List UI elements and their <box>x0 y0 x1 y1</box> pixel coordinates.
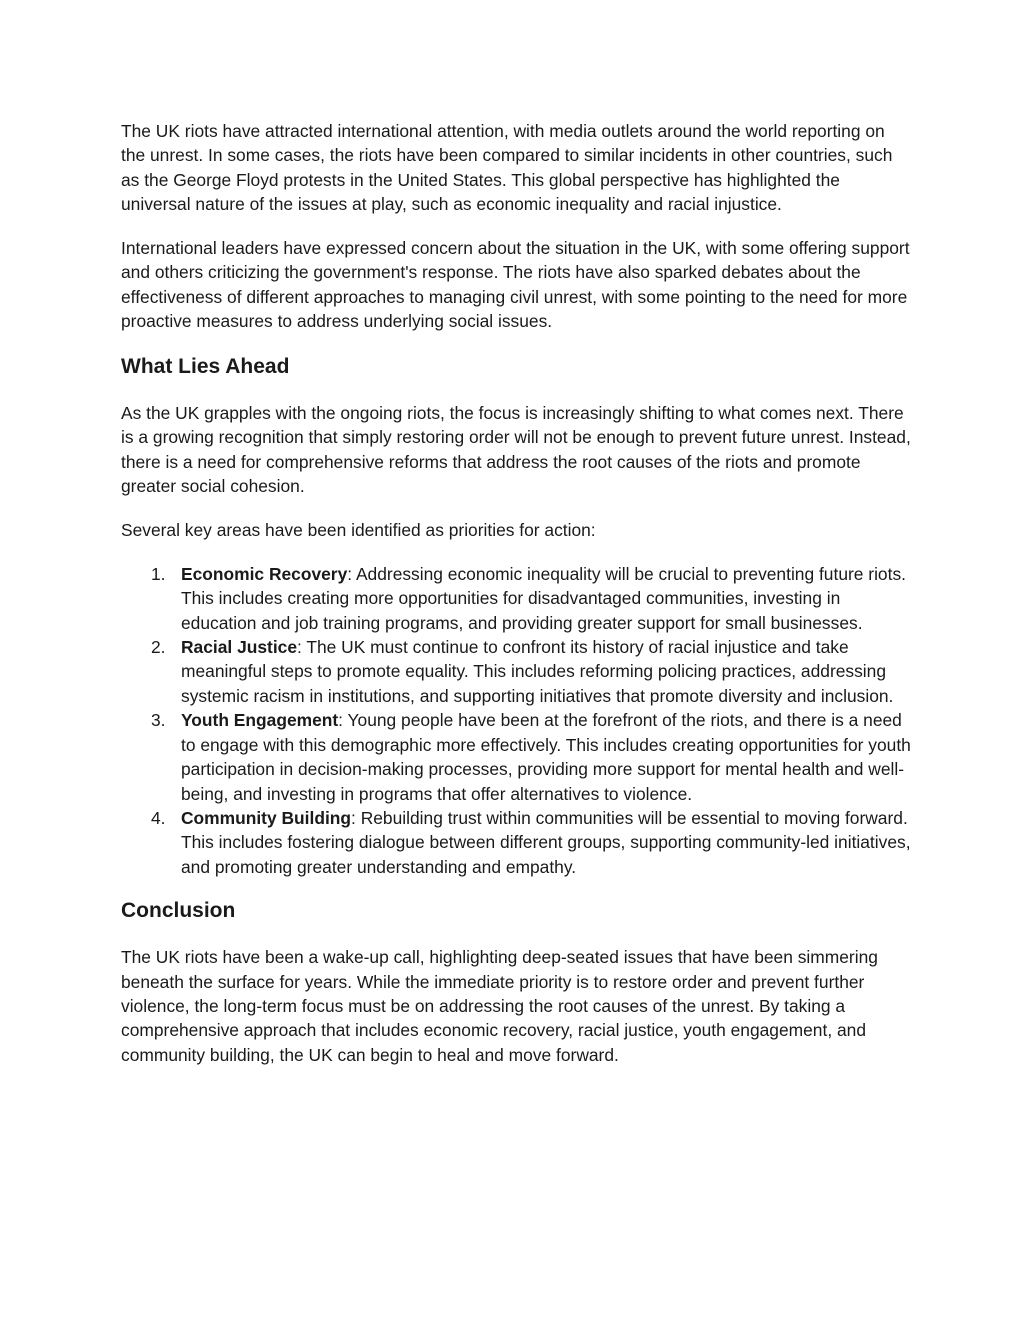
document-page <box>121 119 911 1087</box>
list-item-title: Racial Justice <box>181 637 298 658</box>
list-item-title: Youth Engagement <box>181 710 339 731</box>
list-item-text: : Young people have been at the forefront of the riots, and there is a need to engage with this demographic more effectively. This includes creating opportunities for youth participation in decision-making processes, providing more support for mental health and well-being, and investing in programs that offer alternatives to violence. <box>181 710 911 804</box>
list-item-text: : Addressing economic inequality will be crucial to preventing future riots. This includes creating more opportunities for disadvantaged communities, investing in education and job training programs, and providing greater support for small businesses. <box>181 563 906 633</box>
priorities-list <box>121 562 911 879</box>
list-item <box>121 708 911 806</box>
list-number: 2. <box>151 637 166 658</box>
list-number: 1. <box>151 563 166 584</box>
list-item-title: Community Building <box>181 807 352 828</box>
list-number: 3. <box>151 710 166 731</box>
list-item <box>121 562 911 635</box>
conclusion-paragraph: The UK riots have been a wake-up call, highlighting deep-seated issues that have been simmering beneath the surface for years. While the immediate priority is to restore order and prevent further violence, the long-term focus must be on addressing the root causes of the unrest. By taking a comprehensive approach that includes economic recovery, racial justice, youth engagement, and community building, the UK can begin to heal and move forward. <box>121 947 878 1065</box>
section-heading-conclusion: Conclusion <box>121 899 236 923</box>
intro-paragraph: The UK riots have attracted international attention, with media outlets around the world reporting on the unrest. In some cases, the riots have been compared to similar incidents in other countries, such as the George Floyd protests in the United States. This global perspective has highlighted the universal nature of the issues at play, such as economic inequality and racial injustice. <box>121 121 893 215</box>
list-item <box>121 806 911 879</box>
list-item-title: Economic Recovery <box>181 563 348 584</box>
list-item-text: : The UK must continue to confront its history of racial injustice and take meaningful steps to promote equality. This includes reforming policing practices, addressing systemic racism in institutions, and supporting initiatives that promote diversity and inclusion. <box>181 637 894 706</box>
body-paragraph: Several key areas have been identified as priorities for action: <box>121 520 596 541</box>
intro-paragraph: International leaders have expressed concern about the situation in the UK, with some offering support and others criticizing the government's response. The riots have also sparked debates about the effectiveness of different approaches to managing civil unrest, with some pointing to the need for more proactive measures to address underlying social issues. <box>121 238 910 332</box>
list-item <box>121 635 911 708</box>
list-item-text: : Rebuilding trust within communities will be essential to moving forward. This includes fostering dialogue between different groups, supporting community-led initiatives, and promoting greater understanding and empathy. <box>181 807 911 877</box>
list-number: 4. <box>151 807 166 828</box>
section-heading-what-lies-ahead: What Lies Ahead <box>121 355 290 379</box>
body-paragraph: As the UK grapples with the ongoing riots, the focus is increasingly shifting to what comes next. There is a growing recognition that simply restoring order will not be enough to prevent future unrest. Instead, there is a need for comprehensive reforms that address the root causes of the riots and promote greater social cohesion. <box>121 403 911 497</box>
